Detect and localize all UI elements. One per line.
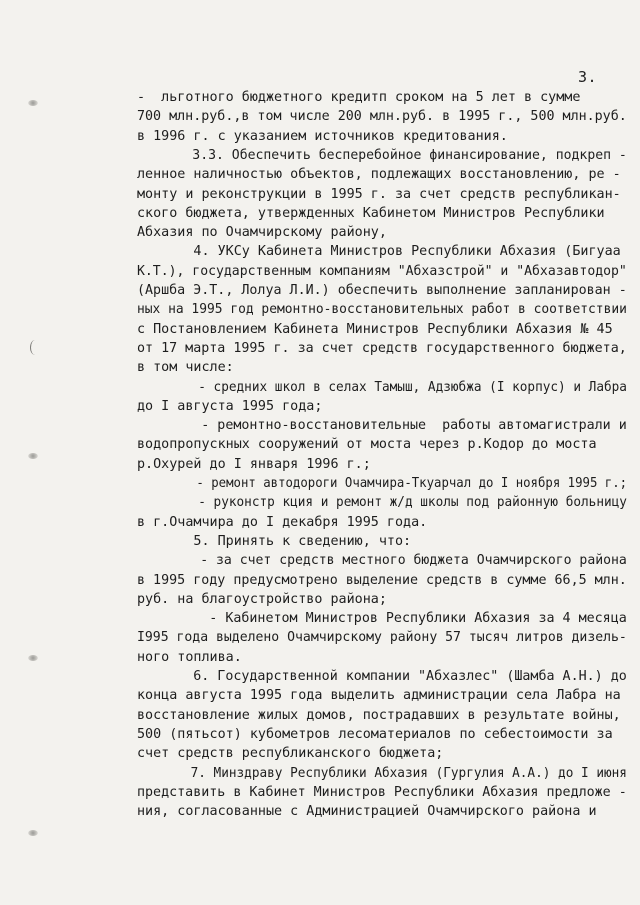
binder-hole (30, 340, 40, 355)
text-line: р.Охурей до I января 1996 г.; (137, 456, 371, 472)
punch-mark (28, 830, 38, 836)
text-line: в 1995 году предусмотрено выделение средств в сумме 66,5 млн. (137, 572, 627, 588)
text-line: ного топлива. (137, 649, 242, 665)
punch-mark (28, 453, 38, 459)
text-line: 5. Принять к сведению, что: (137, 533, 412, 549)
punch-mark (28, 100, 38, 106)
page-number: 3. (578, 68, 598, 86)
text-line: I995 года выделено Очамчирскому району 57 тысяч литров дизель- (137, 630, 627, 646)
text-line: ния, согласованные с Администрацией Очамчирского района и (137, 804, 597, 820)
text-line: в г.Очамчира до I декабря 1995 года. (137, 514, 428, 530)
text-line: от 17 марта 1995 г. за счет средств государственного бюджета, (137, 340, 627, 356)
text-line: - руконстр кция и ремонт ж/д школы под районную больницу (137, 495, 627, 511)
text-line: 500 (пятьсот) кубометров лесоматериалов по себестоимости за (137, 726, 613, 742)
text-line: - средних школ в селах Тамыш, Адзюбжа (I корпус) и Лабра (137, 379, 627, 395)
text-line: до I августа 1995 года; (137, 398, 323, 414)
text-line: - ремонт автодороги Очамчира-Ткуарчал до I ноября 1995 г.; (137, 476, 628, 491)
text-line: восстановление жилых домов, пострадавших в результате войны, (137, 707, 621, 723)
text-line: монту и реконструкции в 1995 г. за счет средств республикан- (137, 186, 621, 202)
text-line: 4. УКСу Кабинета Министров Республики Абхазия (Бигуаа (137, 244, 621, 260)
text-line: - Кабинетом Министров Республики Абхазия за 4 месяца (137, 611, 627, 627)
text-line: К.Т.), государственным компаниям "Абхазстрой" и "Абхазавтодор" (137, 263, 627, 279)
punch-mark (28, 655, 38, 661)
text-line: конца августа 1995 года выделить администрации села Лабра на (137, 688, 621, 704)
text-line: водопропускных сооружений от моста через р.Кодор до моста (137, 437, 597, 453)
text-line: руб. на благоустройство района; (137, 591, 387, 607)
text-line: 7. Минздраву Республики Абхазия (Гургулия А.А.) до I июня (137, 765, 627, 781)
text-line: ных на 1995 год ремонтно-восстановительных работ в соответствии (137, 302, 627, 318)
text-line: ленное наличностью объектов, подлежащих восстановлению, ре - (137, 167, 621, 183)
text-line: (Аршба Э.Т., Лолуа Л.И.) обеспечить выполнение запланирован - (137, 283, 627, 298)
text-line: - льготного бюджетного кредитп сроком на 5 лет в сумме (137, 90, 581, 105)
text-line: с Постановлением Кабинета Министров Республики Абхазия № 45 (137, 321, 613, 337)
text-line: 700 млн.руб.,в том числе 200 млн.руб. в 1995 г., 500 млн.руб. (137, 109, 627, 125)
text-line: в 1996 г. с указанием источников кредитования. (137, 128, 508, 144)
text-line: Абхазия по Очамчирскому району, (137, 225, 387, 241)
text-line: 3.3. Обеспечить бесперебойное финансирование, подкреп - (137, 147, 627, 163)
text-line: счет средств республиканского бюджета; (137, 746, 444, 762)
text-line: 6. Государственной компании "Абхазлес" (Шамба А.Н.) до (137, 669, 627, 684)
text-line: - ремонтно-восстановительные работы автомагистрали и (137, 418, 627, 434)
text-line: ского бюджета, утвержденных Кабинетом Министров Республики (137, 205, 605, 221)
text-line: - за счет средств местного бюджета Очамчирского района (137, 553, 627, 569)
text-line: представить в Кабинет Министров Республики Абхазия предложе - (137, 784, 627, 800)
text-line: в том числе: (137, 360, 234, 376)
